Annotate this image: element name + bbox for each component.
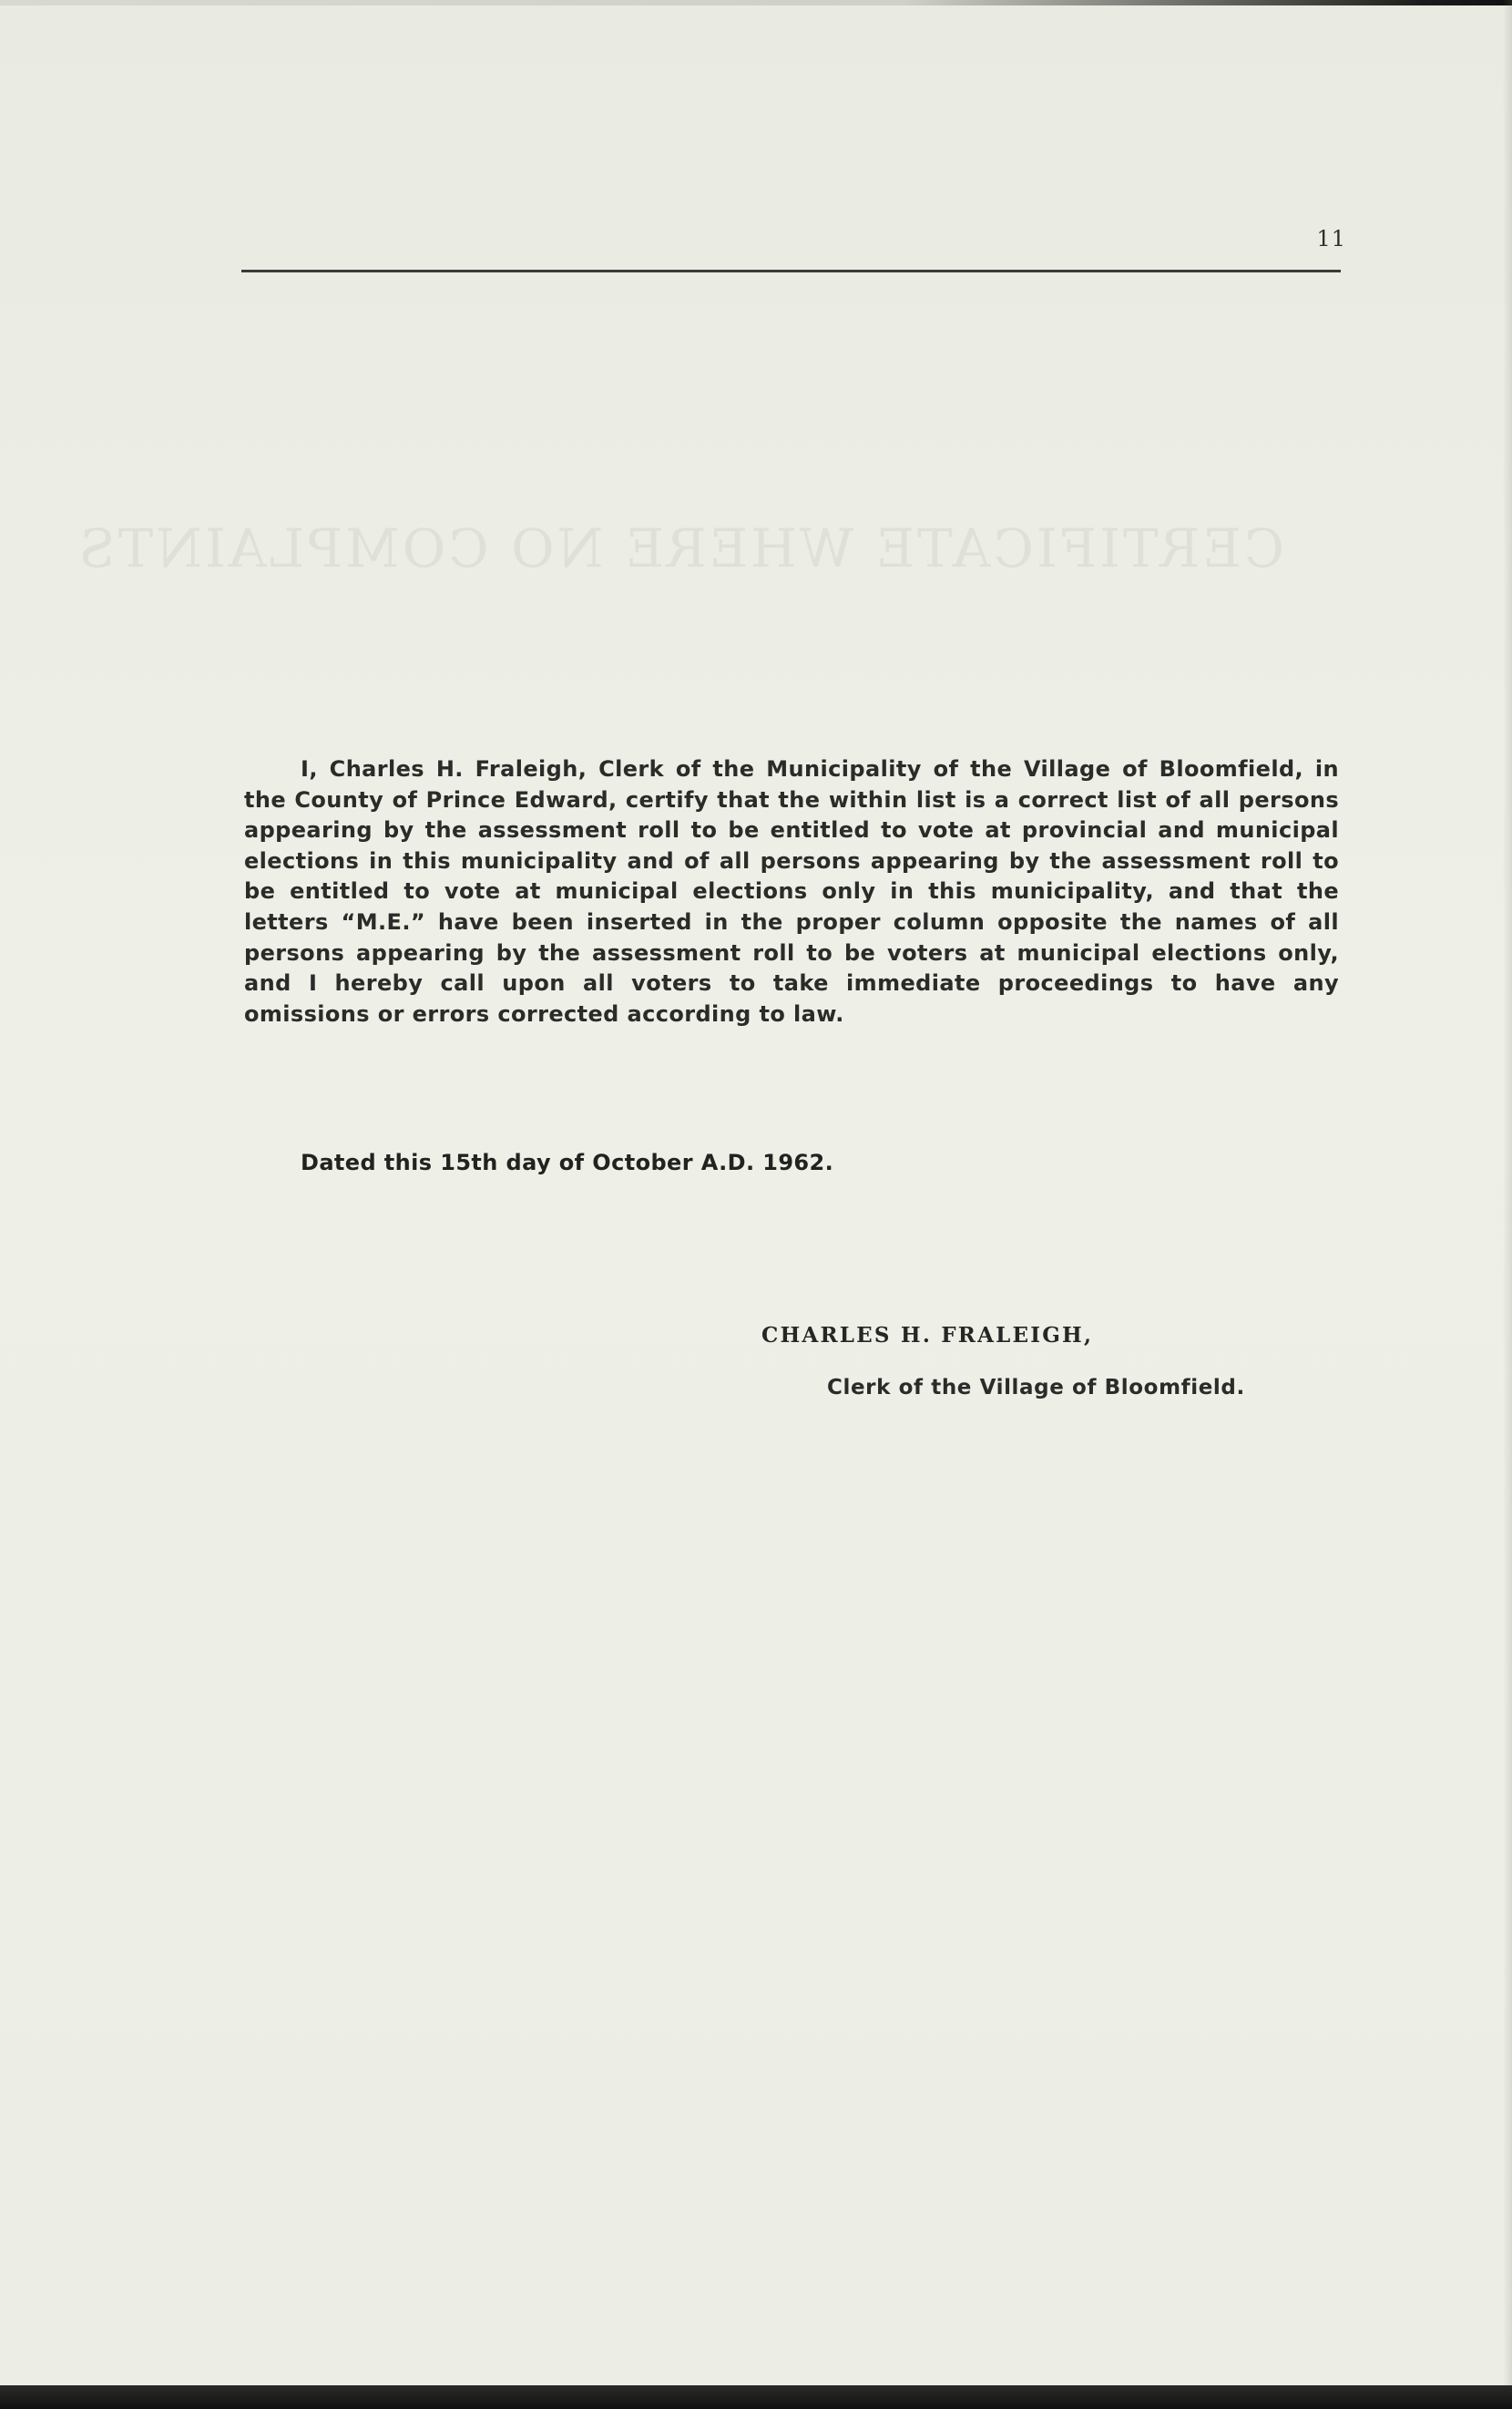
page-number: 11: [1316, 226, 1346, 251]
signatory-name: CHARLES H. FRALEIGH,: [761, 1323, 1094, 1348]
signatory-title: Clerk of the Village of Bloomfield.: [827, 1376, 1245, 1399]
scan-top-edge: [0, 0, 1512, 5]
show-through-heading: CERTIFICATE WHERE NO COMPLAINTS: [76, 518, 1284, 579]
header-rule: [241, 270, 1341, 272]
dated-line: Dated this 15th day of October A.D. 1962.: [301, 1150, 834, 1175]
scan-bottom-edge: [0, 2385, 1512, 2409]
scan-right-edge: [1503, 0, 1512, 2409]
certificate-body: I, Charles H. Fraleigh, Clerk of the Municipality of the Village of Bloomfield, in the County of Prince Edward, certify that the within list is a correct list of all persons appearing by the assessment roll to be entitled to vote at provincial and municipal elections in this municipality and of all persons appearing by the assessment roll to be entitled to vote at municipal elections only in this municipality, and that the letters “M.E.” have been inserted in the proper column opposite the names of all persons appearing by the assessment roll to be voters at municipal elections only, and I hereby call upon all voters to take immediate proceedings to have any omissions or errors corrected according to law.: [244, 756, 1339, 1027]
